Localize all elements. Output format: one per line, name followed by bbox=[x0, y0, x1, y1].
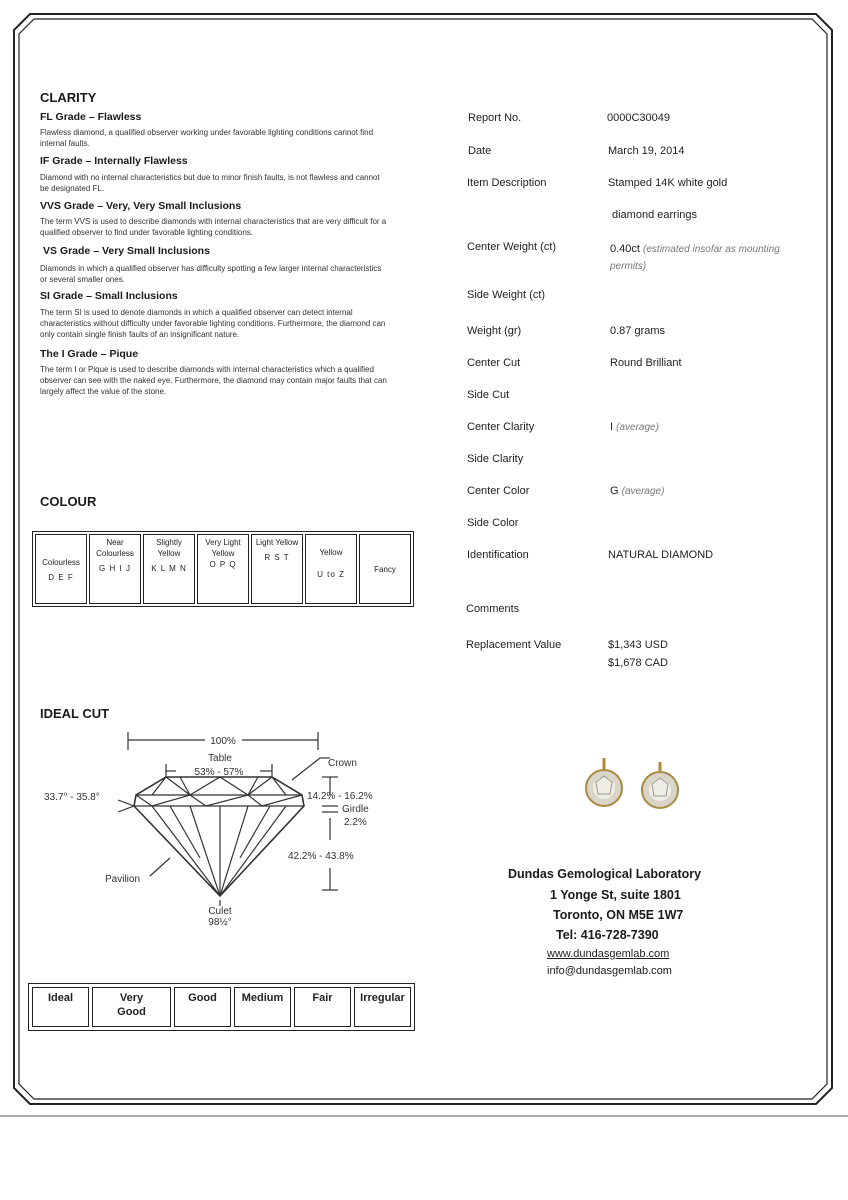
report-value: Round Brilliant bbox=[610, 357, 682, 369]
grade-desc-vs: Diamonds in which a qualified observer has difficulty spotting a few larger internal characteristics or several smaller ones. bbox=[40, 264, 382, 284]
report-label: Side Cut bbox=[467, 389, 510, 401]
report-label: Comments bbox=[466, 603, 520, 615]
earrings-photo bbox=[576, 752, 696, 816]
lab-website-link[interactable]: www.dundasgemlab.com bbox=[547, 948, 670, 960]
colour-cell-label: Fancy bbox=[374, 564, 396, 574]
colour-cell-codes: G H I J bbox=[99, 564, 131, 573]
colour-cell bbox=[143, 534, 195, 604]
report-value: diamond earrings bbox=[612, 209, 697, 221]
report-label: Weight (gr) bbox=[467, 325, 522, 337]
culet-value-label: 98½° bbox=[208, 917, 232, 928]
crown-label: Crown bbox=[328, 758, 357, 769]
cut-grade-cell: Fair bbox=[294, 987, 351, 1027]
girdle-value-label: 2.2% bbox=[344, 817, 367, 828]
report-label: Center Clarity bbox=[467, 421, 535, 433]
colour-cell-label: Colourless bbox=[42, 558, 80, 567]
grade-desc-si: The term SI is used to denote diamonds in which a qualified observer can detect internal characteristics without difficulty under favorable lighting conditions. Furthermore, the diamond can only contain single finish faults of an insignificant nature. bbox=[40, 308, 386, 339]
cut-grade-cell: Good bbox=[174, 987, 231, 1027]
report-value: NATURAL DIAMOND bbox=[608, 549, 714, 561]
report-label: Side Weight (ct) bbox=[467, 289, 546, 301]
colour-cell-label: Near Colourless bbox=[96, 538, 134, 558]
grade-title-vs: VS Grade – Very Small Inclusions bbox=[43, 245, 210, 257]
colour-cell bbox=[197, 534, 249, 604]
total-width-label: 100% bbox=[210, 736, 236, 747]
colour-cell-label: Light Yellow bbox=[255, 538, 299, 547]
report-label: Replacement Value bbox=[466, 639, 562, 651]
center-weight-note: (estimated insofar as mounting permits) bbox=[610, 244, 780, 272]
grade-title-i: The I Grade – Pique bbox=[40, 348, 139, 360]
report-value bbox=[610, 421, 659, 433]
report-value bbox=[610, 485, 664, 497]
clarity-heading: CLARITY bbox=[40, 90, 97, 105]
report-label: Center Weight (ct) bbox=[467, 241, 557, 253]
colour-cell-codes: O P Q bbox=[209, 560, 237, 569]
grade-desc-i: The term I or Pique is used to describe diamonds with internal characteristics which a qualified observer can see with the naked eye. Furthermore, the diamond may contain major faults that can largely affect the value of the stone. bbox=[40, 365, 387, 396]
center-clarity-value: I bbox=[610, 421, 614, 433]
colour-cell-fancy bbox=[359, 534, 411, 604]
grade-title-if: IF Grade – Internally Flawless bbox=[40, 155, 188, 167]
culet-label: Culet bbox=[208, 906, 232, 917]
lab-email[interactable]: info@dundasgemlab.com bbox=[547, 965, 672, 977]
report-value: 0.87 grams bbox=[610, 325, 666, 337]
pavilion-depth-label: 42.2% - 43.8% bbox=[288, 851, 354, 862]
colour-cell-label: Very Light Yellow bbox=[205, 538, 241, 558]
girdle-label: Girdle bbox=[342, 804, 369, 815]
report-value: $1,678 CAD bbox=[608, 657, 668, 669]
grade-title-si: SI Grade – Small Inclusions bbox=[40, 290, 178, 302]
crown-height-label: 14.2% - 16.2% bbox=[307, 791, 373, 802]
lab-name: Dundas Gemological Laboratory bbox=[508, 867, 702, 881]
report-value: 0000C30049 bbox=[607, 112, 671, 124]
report-label: Center Cut bbox=[467, 357, 521, 369]
colour-heading: COLOUR bbox=[40, 494, 97, 509]
colour-cell-label: Slightly Yellow bbox=[156, 538, 182, 558]
grade-title-vvs: VVS Grade – Very, Very Small Inclusions bbox=[40, 200, 242, 212]
center-weight-value: 0.40ct bbox=[610, 243, 640, 255]
colour-cell bbox=[89, 534, 141, 604]
report-label: Center Color bbox=[467, 485, 530, 497]
colour-cell-label: Yellow bbox=[319, 548, 343, 557]
cut-grade-cell: Medium bbox=[234, 987, 291, 1027]
ideal-cut-heading: IDEAL CUT bbox=[40, 706, 110, 721]
cut-grade-cell: Very Good bbox=[92, 987, 171, 1027]
colour-cell-codes: K L M N bbox=[151, 564, 187, 573]
diamond-proportion-diagram bbox=[40, 728, 400, 928]
report-value: March 19, 2014 bbox=[608, 145, 685, 157]
report-label: Side Color bbox=[467, 517, 519, 529]
grade-desc-if: Diamond with no internal characteristics but due to minor finish faults, is not flawless and cannot be designated FL. bbox=[40, 173, 380, 193]
cut-grade-cell: Irregular bbox=[354, 987, 411, 1027]
colour-cell-codes: U to Z bbox=[317, 570, 345, 579]
cut-grade-cell: Ideal bbox=[32, 987, 89, 1027]
grade-desc-vvs: The term VVS is used to describe diamonds with internal characteristics that are very difficult for a qualified observer to find under favorable lighting conditions. bbox=[40, 217, 387, 237]
report-label: Side Clarity bbox=[467, 453, 524, 465]
colour-scale-table bbox=[32, 531, 414, 607]
report-label: Item Description bbox=[467, 177, 547, 189]
report-label: Report No. bbox=[468, 112, 522, 124]
report-value: Stamped 14K white gold bbox=[608, 177, 728, 189]
colour-cell-codes: D E F bbox=[48, 573, 74, 582]
table-range-label: 53% - 57% bbox=[194, 767, 244, 778]
lab-address-line1: 1 Yonge St, suite 1801 bbox=[550, 888, 681, 902]
lab-phone: Tel: 416-728-7390 bbox=[556, 928, 659, 942]
colour-cell bbox=[305, 534, 357, 604]
crown-angle-label: 33.7° - 35.8° bbox=[44, 792, 100, 803]
center-clarity-note: (average) bbox=[616, 422, 659, 433]
pavilion-label: Pavilion bbox=[105, 874, 141, 885]
center-color-note: (average) bbox=[621, 486, 665, 497]
cut-grade-table bbox=[28, 983, 415, 1031]
table-label: Table bbox=[208, 753, 232, 764]
colour-cell-codes: R S T bbox=[264, 553, 290, 562]
grade-desc-fl: Flawless diamond, a qualified observer working under favorable lighting conditions cannot find internal faults. bbox=[40, 128, 374, 148]
grade-title-fl: FL Grade – Flawless bbox=[40, 111, 142, 123]
report-label: Identification bbox=[467, 549, 529, 561]
colour-cell bbox=[35, 534, 87, 604]
report-value: $1,343 USD bbox=[608, 639, 668, 651]
center-color-value: G bbox=[610, 485, 619, 497]
lab-address-line2: Toronto, ON M5E 1W7 bbox=[553, 908, 684, 922]
report-value bbox=[610, 241, 800, 275]
colour-cell bbox=[251, 534, 303, 604]
report-label: Date bbox=[468, 145, 492, 157]
